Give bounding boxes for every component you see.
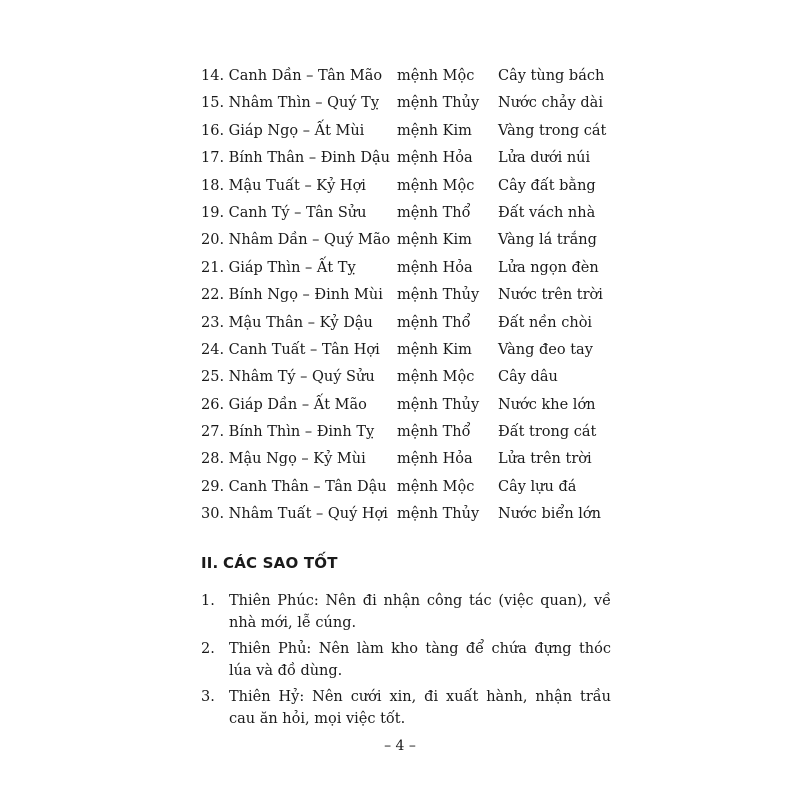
year-pair: 17. Bính Thân – Đinh Dậu [201, 150, 390, 167]
table-row [201, 63, 621, 90]
year-pair: 25. Nhâm Tý – Quý Sửu [201, 369, 375, 386]
table-row [201, 282, 621, 309]
year-pair: 19. Canh Tý – Tân Sửu [201, 204, 367, 221]
year-pair: 22. Bính Ngọ – Đinh Mùi [201, 287, 383, 304]
table-row [201, 446, 621, 473]
element-menh: mệnh Kim [397, 232, 472, 249]
element-menh: mệnh Thủy [397, 506, 480, 523]
list-item-text: Thiên Phủ: Nên làm kho tàng để chứa đựng thóc lúa và đồ dùng. [229, 641, 611, 679]
table-row [201, 501, 621, 528]
table-row [201, 474, 621, 501]
element-description: Lửa ngọn đèn [498, 259, 599, 276]
element-description: Đất nền chòi [498, 314, 593, 331]
element-menh: mệnh Thổ [397, 204, 471, 221]
element-menh: mệnh Thủy [397, 287, 480, 304]
list-item [201, 686, 611, 730]
element-menh: mệnh Mộc [397, 68, 475, 84]
element-description: Nước biển lớn [498, 506, 601, 523]
list-item-number: 1. [201, 593, 215, 609]
element-description: Nước chảy dài [498, 95, 603, 112]
year-pair: 16. Giáp Ngọ – Ất Mùi [201, 122, 365, 139]
element-menh: mệnh Thổ [397, 424, 471, 441]
year-pair: 14. Canh Dần – Tân Mão [201, 68, 383, 84]
table-row [201, 364, 621, 391]
element-description: Đất vách nhà [498, 204, 596, 221]
element-description: Vàng đeo tay [498, 341, 593, 358]
year-pair: 30. Nhâm Tuất – Quý Hợi [201, 506, 388, 523]
table-row [201, 419, 621, 446]
list-item-text: Thiên Phúc: Nên đi nhận công tác (việc quan), về nhà mới, lễ cúng. [229, 593, 611, 631]
section-number: II. [201, 554, 219, 572]
element-description: Lửa dưới núi [498, 150, 591, 167]
table-row [201, 310, 621, 337]
table-row [201, 200, 621, 227]
element-menh: mệnh Mộc [397, 177, 475, 194]
element-description: Vàng trong cát [498, 122, 607, 139]
year-pair: 26. Giáp Dần – Ất Mão [201, 396, 367, 413]
list-item-number: 2. [201, 641, 215, 657]
element-menh: mệnh Mộc [397, 369, 475, 386]
element-description: Cây tùng bách [498, 68, 605, 84]
section-title: CÁC SAO TỐT [223, 554, 338, 572]
table-row [201, 337, 621, 364]
good-stars-list [201, 590, 611, 734]
element-description: Nước trên trời [498, 287, 603, 304]
element-description: Đất trong cát [498, 424, 597, 441]
element-description: Cây đất bằng [498, 177, 596, 194]
section-heading [201, 554, 338, 572]
year-pair: 20. Nhâm Dần – Quý Mão [201, 232, 391, 249]
element-menh: mệnh Kim [397, 122, 472, 139]
year-pair: 28. Mậu Ngọ – Kỷ Mùi [201, 451, 366, 468]
year-pair: 21. Giáp Thìn – Ất Tỵ [201, 259, 356, 276]
list-item [201, 638, 611, 682]
element-description: Cây lựu đá [498, 478, 577, 495]
element-menh: mệnh Thổ [397, 314, 471, 331]
element-menh: mệnh Hỏa [397, 451, 473, 468]
year-pair: 23. Mậu Thân – Kỷ Dậu [201, 314, 373, 331]
year-pair: 27. Bính Thìn – Đinh Tỵ [201, 424, 375, 441]
page-number: – 4 – [384, 738, 416, 754]
element-description: Lửa trên trời [498, 451, 592, 468]
element-description: Nước khe lớn [498, 396, 596, 413]
element-menh: mệnh Kim [397, 341, 472, 358]
table-row [201, 90, 621, 117]
element-description: Vàng lá trắng [498, 232, 597, 249]
year-pair: 18. Mậu Tuất – Kỷ Hợi [201, 177, 366, 194]
table-row [201, 227, 621, 254]
list-item-number: 3. [201, 689, 215, 705]
element-menh: mệnh Thủy [397, 95, 480, 112]
year-element-table [201, 63, 621, 529]
year-pair: 15. Nhâm Thìn – Quý Tỵ [201, 95, 380, 112]
table-row [201, 145, 621, 172]
table-row [201, 118, 621, 145]
element-menh: mệnh Mộc [397, 478, 475, 495]
year-pair: 24. Canh Tuất – Tân Hợi [201, 341, 380, 358]
table-row [201, 392, 621, 419]
table-row [201, 255, 621, 282]
element-menh: mệnh Hỏa [397, 259, 473, 276]
table-row [201, 173, 621, 200]
element-description: Cây dâu [498, 369, 558, 386]
element-menh: mệnh Hỏa [397, 150, 473, 167]
list-item-text: Thiên Hỷ: Nên cưới xin, đi xuất hành, nhận trầu cau ăn hỏi, mọi việc tốt. [229, 689, 611, 727]
list-item [201, 590, 611, 634]
element-menh: mệnh Thủy [397, 396, 480, 413]
year-pair: 29. Canh Thân – Tân Dậu [201, 478, 387, 495]
